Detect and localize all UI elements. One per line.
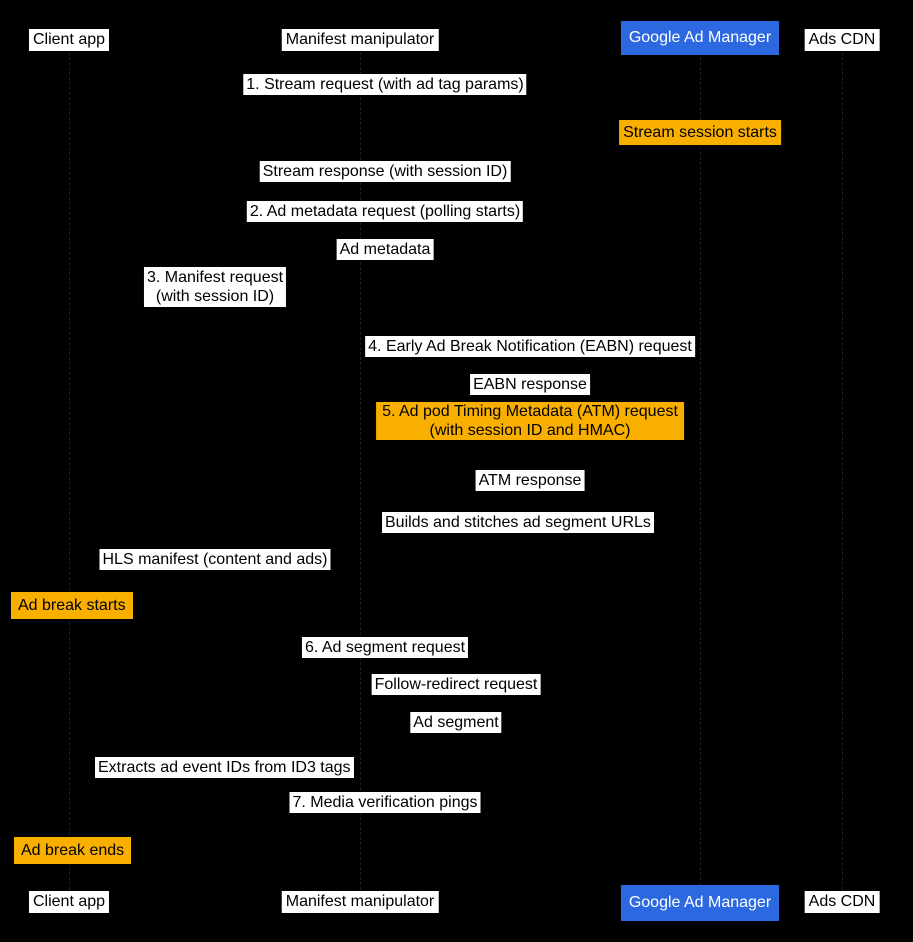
message-manifest-request (144, 267, 286, 307)
message-ad-metadata-request: 2. Ad metadata request (polling starts) (247, 201, 523, 222)
actor-client-app-top: Client app (29, 29, 109, 51)
actor-ads-cdn-bottom: Ads CDN (805, 891, 880, 913)
lifeline-google-ad-manager (700, 52, 701, 890)
note-atm-request (376, 402, 684, 440)
note-atm-request-line1: 5. Ad pod Timing Metadata (ATM) request (382, 403, 678, 420)
lifeline-ads-cdn (842, 52, 843, 890)
message-manifest-request-line1: 3. Manifest request (146, 269, 284, 286)
note-ad-break-starts: Ad break starts (11, 592, 133, 619)
note-extracts-id3: Extracts ad event IDs from ID3 tags (95, 757, 354, 778)
message-eabn-response: EABN response (470, 374, 590, 395)
actor-google-ad-manager-bottom: Google Ad Manager (621, 885, 779, 921)
note-builds-and-stitches: Builds and stitches ad segment URLs (382, 512, 654, 533)
message-eabn-request: 4. Early Ad Break Notification (EABN) request (365, 336, 695, 357)
actor-manifest-manipulator-top: Manifest manipulator (282, 29, 439, 51)
note-ad-break-ends: Ad break ends (14, 837, 131, 864)
lifeline-client-app (69, 52, 70, 890)
message-ad-segment-request: 6. Ad segment request (302, 637, 468, 658)
message-atm-response: ATM response (476, 470, 585, 491)
message-ad-segment: Ad segment (410, 712, 501, 733)
message-hls-manifest: HLS manifest (content and ads) (99, 549, 330, 570)
actor-google-ad-manager-top: Google Ad Manager (621, 21, 779, 55)
note-atm-request-line2: (with session ID and HMAC) (429, 422, 631, 439)
message-follow-redirect-request: Follow-redirect request (372, 674, 541, 695)
message-manifest-request-line2: (with session ID) (155, 288, 275, 305)
note-stream-session-starts: Stream session starts (619, 120, 781, 145)
message-stream-request: 1. Stream request (with ad tag params) (243, 74, 526, 95)
message-stream-response: Stream response (with session ID) (260, 161, 511, 182)
actor-ads-cdn-top: Ads CDN (805, 29, 880, 51)
actor-client-app-bottom: Client app (29, 891, 109, 913)
message-ad-metadata: Ad metadata (337, 239, 434, 260)
actor-manifest-manipulator-bottom: Manifest manipulator (282, 891, 439, 913)
message-media-verification-pings: 7. Media verification pings (290, 792, 481, 813)
